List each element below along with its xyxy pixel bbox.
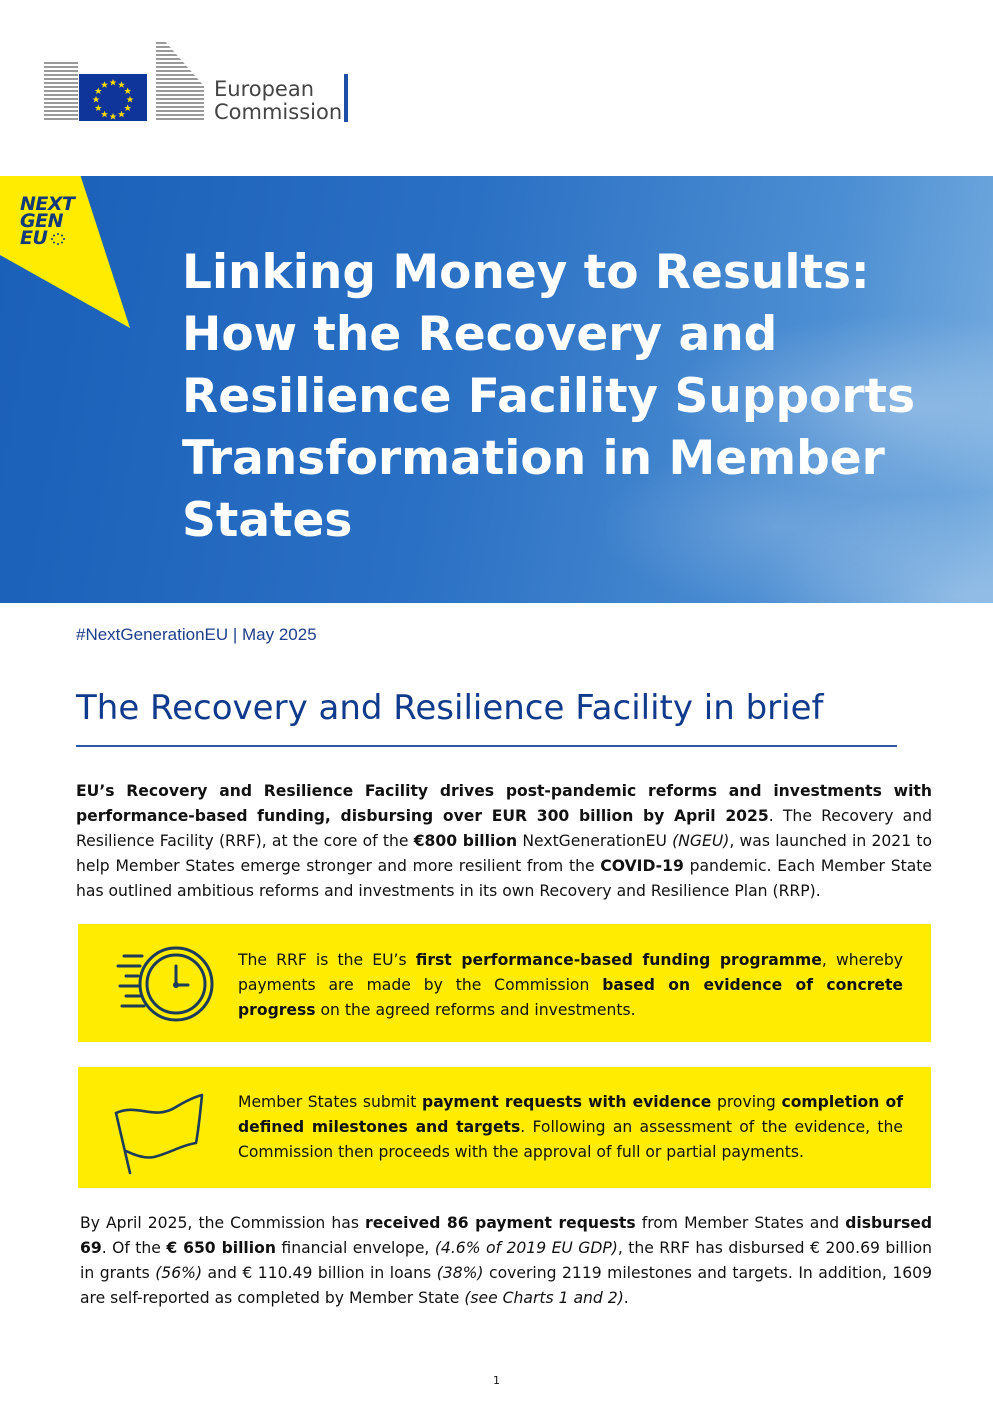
berlaymont-left-graphic	[44, 62, 78, 120]
hero-banner	[0, 176, 993, 603]
european-commission-logo	[44, 40, 364, 130]
performance-funding-callout	[78, 924, 931, 1042]
title-line-3: Resilience Facility Supports	[182, 369, 916, 424]
title-line-4: Transformation in Member	[182, 431, 885, 486]
section-title: The Recovery and Resilience Facility in brief	[76, 688, 824, 728]
nextgeneu-badge-line1: NEXT	[20, 193, 75, 215]
title-line-2: How the Recovery and	[182, 307, 778, 362]
title-line-1: Linking Money to Results:	[182, 245, 870, 300]
organisation-name	[214, 78, 342, 124]
logo-divider-bar	[344, 74, 348, 122]
tagline: #NextGenerationEU | May 2025	[76, 625, 317, 644]
page-number: 1	[493, 1374, 500, 1387]
clock-icon	[116, 940, 220, 1026]
title-line-5: States	[182, 493, 353, 548]
nextgeneu-badge-line2: GEN	[20, 210, 63, 232]
nextgeneu-badge	[20, 193, 75, 249]
intro-paragraph: EU’s Recovery and Resilience Facility drives post-pandemic reforms and investments with performance-based funding, disbursing over EUR 300 billion by April 2025. The Recovery and Resilience Facility (RRF), at the core of the €800 billion NextGenerationEU (NGEU), was launched in 2021 to help Member States emerge stronger and more resilient from the COVID-19 pandemic. Each Member State has outlined ambitious reforms and investments in its own Recovery and Resilience Plan (RRP).	[76, 782, 933, 900]
section-divider	[76, 745, 897, 747]
payment-requests-callout	[78, 1067, 931, 1188]
eu-stars-icon	[79, 74, 147, 121]
callout-text: The RRF is the EU’s first performance-based funding programme, whereby payments are made by the Commission based on evidence of concrete progress on the agreed reforms and investments.	[238, 951, 904, 1019]
nextgeneu-badge-line3: EU	[20, 230, 75, 247]
summary-paragraph: By April 2025, the Commission has received 86 payment requests from Member States and disbursed 69. Of the € 650 billion financial envelope, (4.6% of 2019 EU GDP), the RRF has disbursed € 200.69 billion in grants (56%) and € 110.49 billion in loans (38%) covering 2119 milestones and targets. In addition, 1609 are self-reported as completed by Member State (see Charts 1 and 2).	[80, 1214, 933, 1307]
eu-stars-mini-icon	[49, 232, 67, 246]
flag-icon	[110, 1081, 210, 1177]
eu-flag	[79, 74, 147, 121]
berlaymont-right-graphic	[156, 42, 204, 122]
organisation-name-line2: Commission	[214, 100, 343, 124]
callout-text: Member States submit payment requests with evidence proving completion of defined milestones and targets. Following an assessment of the evidence, the Commission then proceeds with the approval of full or partial payments.	[238, 1093, 903, 1161]
page-title	[182, 242, 962, 552]
organisation-name-line1: European	[214, 77, 315, 101]
